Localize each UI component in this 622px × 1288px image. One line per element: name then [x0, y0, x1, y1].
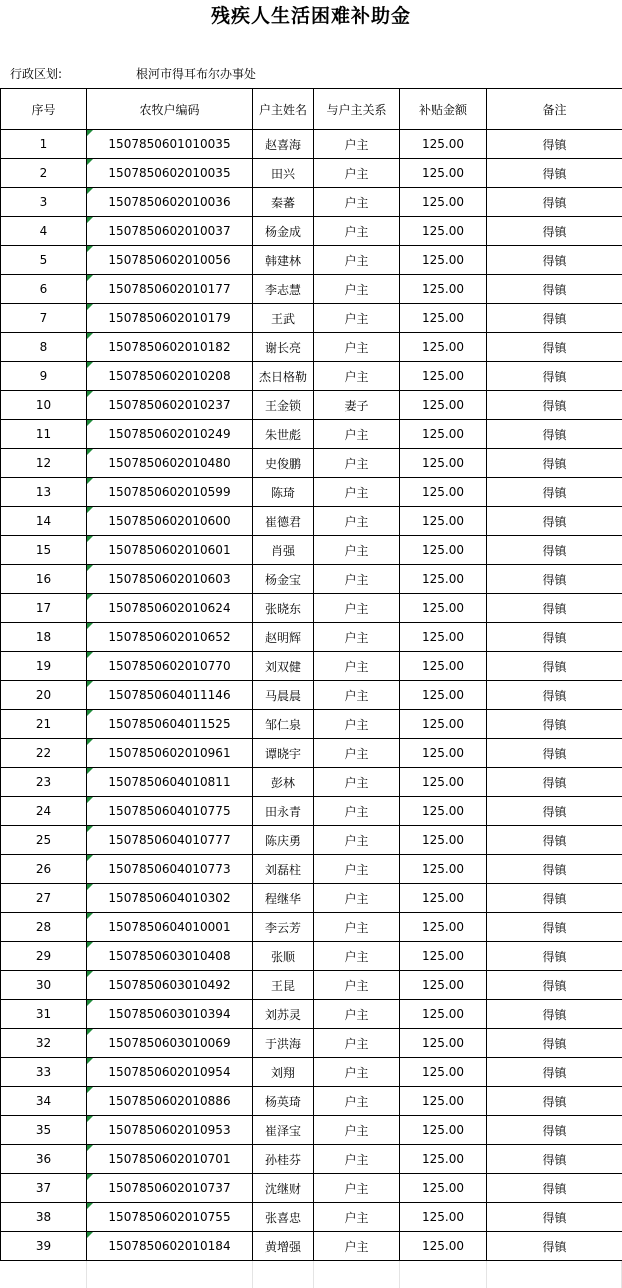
table-row: [1, 420, 622, 449]
householder-name-cell[interactable]: 刘翔: [253, 1058, 314, 1087]
table-row: [1, 1145, 622, 1174]
row-index-cell[interactable]: 33: [1, 1058, 87, 1087]
household-code-cell[interactable]: 1507850602010603: [87, 565, 253, 594]
table-row: [1, 594, 622, 623]
householder-name-cell[interactable]: 王昆: [253, 971, 314, 1000]
remark-cell[interactable]: 得镇: [487, 246, 622, 275]
remark-cell[interactable]: 得镇: [487, 478, 622, 507]
household-code-cell[interactable]: 1507850604010773: [87, 855, 253, 884]
row-index-cell[interactable]: 25: [1, 826, 87, 855]
region-label: 行政区划:: [10, 67, 63, 81]
table-row: [1, 1000, 622, 1029]
amount-cell[interactable]: 125.00: [400, 710, 487, 739]
amount-cell[interactable]: 125.00: [400, 1232, 487, 1261]
remark-cell[interactable]: 得镇: [487, 942, 622, 971]
table-row: [1, 913, 622, 942]
region-value: 根河市得耳布尔办事处: [136, 67, 257, 81]
relation-cell[interactable]: 户主: [314, 536, 400, 565]
row-index-cell[interactable]: 34: [1, 1087, 87, 1116]
remark-cell[interactable]: 得镇: [487, 884, 622, 913]
table-row: [1, 1232, 622, 1261]
remark-cell[interactable]: 得镇: [487, 507, 622, 536]
household-code-cell[interactable]: 1507850602010177: [87, 275, 253, 304]
table-row: [1, 1058, 622, 1087]
row-index-cell[interactable]: 23: [1, 768, 87, 797]
relation-cell[interactable]: 户主: [314, 797, 400, 826]
remark-cell[interactable]: 得镇: [487, 362, 622, 391]
household-code-cell[interactable]: 1507850602010037: [87, 217, 253, 246]
relation-cell[interactable]: 户主: [314, 855, 400, 884]
relation-cell[interactable]: 户主: [314, 449, 400, 478]
remark-cell[interactable]: 得镇: [487, 1116, 622, 1145]
household-code-cell[interactable]: 1507850602010953: [87, 1116, 253, 1145]
row-index-cell[interactable]: 10: [1, 391, 87, 420]
household-code-cell[interactable]: 1507850603010069: [87, 1029, 253, 1058]
column-header[interactable]: 户主姓名: [253, 89, 314, 130]
amount-cell[interactable]: 125.00: [400, 507, 487, 536]
household-code-cell[interactable]: 1507850602010755: [87, 1203, 253, 1232]
householder-name-cell[interactable]: 张晓东: [253, 594, 314, 623]
relation-cell[interactable]: 户主: [314, 710, 400, 739]
remark-cell[interactable]: 得镇: [487, 913, 622, 942]
relation-cell[interactable]: 户主: [314, 362, 400, 391]
household-code-cell[interactable]: 1507850602010600: [87, 507, 253, 536]
amount-cell[interactable]: 125.00: [400, 565, 487, 594]
row-index-cell[interactable]: 5: [1, 246, 87, 275]
householder-name-cell[interactable]: 王武: [253, 304, 314, 333]
remark-cell[interactable]: 得镇: [487, 188, 622, 217]
amount-cell[interactable]: 125.00: [400, 304, 487, 333]
relation-cell[interactable]: 户主: [314, 768, 400, 797]
row-index-cell[interactable]: 7: [1, 304, 87, 333]
table-row: [1, 1029, 622, 1058]
table-row: [1, 507, 622, 536]
householder-name-cell[interactable]: 崔德君: [253, 507, 314, 536]
household-code-cell[interactable]: 1507850604010302: [87, 884, 253, 913]
table-row: [1, 246, 622, 275]
relation-cell[interactable]: 户主: [314, 623, 400, 652]
householder-name-cell[interactable]: 陈琦: [253, 478, 314, 507]
householder-name-cell[interactable]: 田永青: [253, 797, 314, 826]
householder-name-cell[interactable]: 杨英琦: [253, 1087, 314, 1116]
householder-name-cell[interactable]: 张顺: [253, 942, 314, 971]
table-row: [1, 623, 622, 652]
remark-cell[interactable]: 得镇: [487, 304, 622, 333]
relation-cell[interactable]: 户主: [314, 304, 400, 333]
table-row: [1, 971, 622, 1000]
householder-name-cell[interactable]: 邹仁泉: [253, 710, 314, 739]
relation-cell[interactable]: 户主: [314, 1232, 400, 1261]
row-index-cell[interactable]: 31: [1, 1000, 87, 1029]
remark-cell[interactable]: 得镇: [487, 971, 622, 1000]
householder-name-cell[interactable]: 王金锁: [253, 391, 314, 420]
remark-cell[interactable]: 得镇: [487, 739, 622, 768]
remark-cell[interactable]: 得镇: [487, 130, 622, 159]
household-code-cell[interactable]: 1507850602010737: [87, 1174, 253, 1203]
relation-cell[interactable]: 户主: [314, 971, 400, 1000]
amount-cell[interactable]: 125.00: [400, 217, 487, 246]
householder-name-cell[interactable]: 于洪海: [253, 1029, 314, 1058]
row-index-cell[interactable]: 37: [1, 1174, 87, 1203]
household-code-cell[interactable]: 1507850602010208: [87, 362, 253, 391]
amount-cell[interactable]: 125.00: [400, 768, 487, 797]
householder-name-cell[interactable]: 杰日格勒: [253, 362, 314, 391]
amount-cell[interactable]: 125.00: [400, 942, 487, 971]
remark-cell[interactable]: 得镇: [487, 449, 622, 478]
remark-cell[interactable]: 得镇: [487, 681, 622, 710]
grid-row-blank: [0, 30, 622, 61]
household-code-cell[interactable]: 1507850602010056: [87, 246, 253, 275]
grid-row-region: [0, 60, 622, 89]
householder-name-cell[interactable]: 赵喜海: [253, 130, 314, 159]
relation-cell[interactable]: 户主: [314, 594, 400, 623]
amount-cell[interactable]: 125.00: [400, 188, 487, 217]
relation-cell[interactable]: 户主: [314, 275, 400, 304]
remark-cell[interactable]: 得镇: [487, 159, 622, 188]
householder-name-cell[interactable]: 杨金成: [253, 217, 314, 246]
householder-name-cell[interactable]: 李云芳: [253, 913, 314, 942]
relation-cell[interactable]: 户主: [314, 1116, 400, 1145]
householder-name-cell[interactable]: 肖强: [253, 536, 314, 565]
amount-cell[interactable]: 125.00: [400, 246, 487, 275]
table-row: [1, 217, 622, 246]
relation-cell[interactable]: 户主: [314, 420, 400, 449]
householder-name-cell[interactable]: 孙桂芬: [253, 1145, 314, 1174]
table-row: [1, 739, 622, 768]
household-code-cell[interactable]: 1507850602010599: [87, 478, 253, 507]
remark-cell[interactable]: 得镇: [487, 594, 622, 623]
row-index-cell[interactable]: 27: [1, 884, 87, 913]
table-row: [1, 478, 622, 507]
row-index-cell[interactable]: 19: [1, 652, 87, 681]
household-code-cell[interactable]: 1507850602010954: [87, 1058, 253, 1087]
household-code-cell[interactable]: 1507850604010811: [87, 768, 253, 797]
remark-cell[interactable]: 得镇: [487, 1232, 622, 1261]
table-row: [1, 768, 622, 797]
householder-name-cell[interactable]: 史俊鹏: [253, 449, 314, 478]
row-index-cell[interactable]: 6: [1, 275, 87, 304]
row-index-cell[interactable]: 21: [1, 710, 87, 739]
amount-cell[interactable]: 125.00: [400, 391, 487, 420]
row-index-cell[interactable]: 26: [1, 855, 87, 884]
amount-cell[interactable]: 125.00: [400, 739, 487, 768]
row-index-cell[interactable]: 9: [1, 362, 87, 391]
household-code-cell[interactable]: 1507850603010492: [87, 971, 253, 1000]
remark-cell[interactable]: 得镇: [487, 1087, 622, 1116]
household-code-cell[interactable]: 1507850602010184: [87, 1232, 253, 1261]
household-code-cell[interactable]: 1507850602010182: [87, 333, 253, 362]
relation-cell[interactable]: 户主: [314, 217, 400, 246]
column-header[interactable]: 农牧户编码: [87, 89, 253, 130]
relation-cell[interactable]: 户主: [314, 884, 400, 913]
relation-cell[interactable]: 户主: [314, 130, 400, 159]
household-code-cell[interactable]: 1507850602010886: [87, 1087, 253, 1116]
relation-cell[interactable]: 户主: [314, 1203, 400, 1232]
row-index-cell[interactable]: 13: [1, 478, 87, 507]
row-index-cell[interactable]: 16: [1, 565, 87, 594]
household-code-cell[interactable]: 150785060101​0035: [87, 130, 253, 159]
householder-name-cell[interactable]: 刘苏灵: [253, 1000, 314, 1029]
household-code-cell[interactable]: 1507850602010601: [87, 536, 253, 565]
table-row: [1, 1203, 622, 1232]
amount-cell[interactable]: 125.00: [400, 652, 487, 681]
household-code-cell[interactable]: 1507850602010036: [87, 188, 253, 217]
row-index-cell[interactable]: 22: [1, 739, 87, 768]
householder-name-cell[interactable]: 马晨晨: [253, 681, 314, 710]
amount-cell[interactable]: 125.00: [400, 130, 487, 159]
table-row: [1, 275, 622, 304]
amount-cell[interactable]: 125.00: [400, 623, 487, 652]
row-index-cell[interactable]: 32: [1, 1029, 87, 1058]
amount-cell[interactable]: 125.00: [400, 797, 487, 826]
household-code-cell[interactable]: 1507850603010408: [87, 942, 253, 971]
relation-cell[interactable]: 户主: [314, 1000, 400, 1029]
household-code-cell[interactable]: 1507850604011146: [87, 681, 253, 710]
row-index-cell[interactable]: 3: [1, 188, 87, 217]
householder-name-cell[interactable]: 程继华: [253, 884, 314, 913]
householder-name-cell[interactable]: 彭林: [253, 768, 314, 797]
householder-name-cell[interactable]: 黄增强: [253, 1232, 314, 1261]
household-code-cell[interactable]: 1507850602010249: [87, 420, 253, 449]
household-code-cell[interactable]: 1507850604010775: [87, 797, 253, 826]
table-row: [1, 826, 622, 855]
row-index-cell[interactable]: 11: [1, 420, 87, 449]
relation-cell[interactable]: 户主: [314, 565, 400, 594]
household-code-cell[interactable]: 1507850602010701: [87, 1145, 253, 1174]
table-row: [1, 797, 622, 826]
relation-cell[interactable]: 户主: [314, 739, 400, 768]
amount-cell[interactable]: 125.00: [400, 1174, 487, 1203]
remark-cell[interactable]: 得镇: [487, 623, 622, 652]
amount-cell[interactable]: 125.00: [400, 449, 487, 478]
relation-cell[interactable]: 户主: [314, 188, 400, 217]
table-row: [1, 1174, 622, 1203]
row-index-cell[interactable]: 12: [1, 449, 87, 478]
remark-cell[interactable]: 得镇: [487, 391, 622, 420]
amount-cell[interactable]: 125.00: [400, 1087, 487, 1116]
relation-cell[interactable]: 户主: [314, 942, 400, 971]
householder-name-cell[interactable]: 田兴: [253, 159, 314, 188]
column-header[interactable]: 补贴金额: [400, 89, 487, 130]
household-code-cell[interactable]: 1507850604010001: [87, 913, 253, 942]
amount-cell[interactable]: 125.00: [400, 1145, 487, 1174]
remark-cell[interactable]: 得镇: [487, 275, 622, 304]
row-index-cell[interactable]: 35: [1, 1116, 87, 1145]
household-code-cell[interactable]: 1507850602010179: [87, 304, 253, 333]
remark-cell[interactable]: 得镇: [487, 1058, 622, 1087]
row-index-cell[interactable]: 24: [1, 797, 87, 826]
household-code-cell[interactable]: 1507850602010035: [87, 159, 253, 188]
row-index-cell[interactable]: 36: [1, 1145, 87, 1174]
relation-cell[interactable]: 户主: [314, 1058, 400, 1087]
table-row: [1, 681, 622, 710]
row-index-cell[interactable]: 18: [1, 623, 87, 652]
remark-cell[interactable]: 得镇: [487, 1000, 622, 1029]
column-header[interactable]: 备注: [487, 89, 622, 130]
table-row: [1, 159, 622, 188]
household-code-cell[interactable]: 1507850602010624: [87, 594, 253, 623]
householder-name-cell[interactable]: 崔泽宝: [253, 1116, 314, 1145]
row-index-cell[interactable]: 17: [1, 594, 87, 623]
amount-cell[interactable]: 125.00: [400, 594, 487, 623]
table-row: [1, 1116, 622, 1145]
table-row: [1, 1087, 622, 1116]
remark-cell[interactable]: 得镇: [487, 826, 622, 855]
remark-cell[interactable]: 得镇: [487, 1145, 622, 1174]
relation-cell[interactable]: 户主: [314, 478, 400, 507]
household-code-cell[interactable]: 1507850602010770: [87, 652, 253, 681]
householder-name-cell[interactable]: 张喜忠: [253, 1203, 314, 1232]
relation-cell[interactable]: 户主: [314, 159, 400, 188]
household-code-cell[interactable]: 1507850602010480: [87, 449, 253, 478]
grid-row-blank: [0, 1259, 622, 1288]
remark-cell[interactable]: 得镇: [487, 768, 622, 797]
relation-cell[interactable]: 户主: [314, 246, 400, 275]
row-index-cell[interactable]: 39: [1, 1232, 87, 1261]
relation-cell[interactable]: 户主: [314, 652, 400, 681]
remark-cell[interactable]: 得镇: [487, 652, 622, 681]
amount-cell[interactable]: 125.00: [400, 1029, 487, 1058]
table-row: [1, 710, 622, 739]
remark-cell[interactable]: 得镇: [487, 420, 622, 449]
remark-cell[interactable]: 得镇: [487, 797, 622, 826]
row-index-cell[interactable]: 30: [1, 971, 87, 1000]
household-code-cell[interactable]: 1507850604011525: [87, 710, 253, 739]
row-index-cell[interactable]: 4: [1, 217, 87, 246]
row-index-cell[interactable]: 2: [1, 159, 87, 188]
row-index-cell[interactable]: 15: [1, 536, 87, 565]
table-row: [1, 942, 622, 971]
row-index-cell[interactable]: 29: [1, 942, 87, 971]
relation-cell[interactable]: 户主: [314, 826, 400, 855]
household-code-cell[interactable]: 1507850604010777: [87, 826, 253, 855]
amount-cell[interactable]: 125.00: [400, 1058, 487, 1087]
table-row: [1, 449, 622, 478]
remark-cell[interactable]: 得镇: [487, 1029, 622, 1058]
remark-cell[interactable]: 得镇: [487, 565, 622, 594]
row-index-cell[interactable]: 8: [1, 333, 87, 362]
column-header[interactable]: 与户主关系: [314, 89, 400, 130]
relation-cell[interactable]: 户主: [314, 1145, 400, 1174]
amount-cell[interactable]: 125.00: [400, 536, 487, 565]
table-row: [1, 362, 622, 391]
table-row: [1, 884, 622, 913]
householder-name-cell[interactable]: 李志慧: [253, 275, 314, 304]
table-row: [1, 536, 622, 565]
householder-name-cell[interactable]: 沈继财: [253, 1174, 314, 1203]
subsidy-table: [0, 88, 622, 1261]
table-row: [1, 130, 622, 159]
remark-cell[interactable]: 得镇: [487, 710, 622, 739]
amount-cell[interactable]: 125.00: [400, 971, 487, 1000]
householder-name-cell[interactable]: 谭晓宇: [253, 739, 314, 768]
amount-cell[interactable]: 125.00: [400, 1116, 487, 1145]
remark-cell[interactable]: 得镇: [487, 536, 622, 565]
table-row: [1, 855, 622, 884]
householder-name-cell[interactable]: 秦蕃: [253, 188, 314, 217]
household-code-cell[interactable]: 1507850602010652: [87, 623, 253, 652]
amount-cell[interactable]: 125.00: [400, 362, 487, 391]
amount-cell[interactable]: 125.00: [400, 420, 487, 449]
amount-cell[interactable]: 125.00: [400, 681, 487, 710]
householder-name-cell[interactable]: 杨金宝: [253, 565, 314, 594]
remark-cell[interactable]: 得镇: [487, 855, 622, 884]
remark-cell[interactable]: 得镇: [487, 333, 622, 362]
row-index-cell[interactable]: 1: [1, 130, 87, 159]
remark-cell[interactable]: 得镇: [487, 217, 622, 246]
table-row: [1, 188, 622, 217]
sheet-title: 残疾人生活困难补助金: [0, 0, 622, 30]
household-code-cell[interactable]: 1507850602010237: [87, 391, 253, 420]
amount-cell[interactable]: 125.00: [400, 884, 487, 913]
amount-cell[interactable]: 125.00: [400, 1000, 487, 1029]
amount-cell[interactable]: 125.00: [400, 333, 487, 362]
table-row: [1, 565, 622, 594]
household-code-cell[interactable]: 1507850603010394: [87, 1000, 253, 1029]
householder-name-cell[interactable]: 陈庆勇: [253, 826, 314, 855]
remark-cell[interactable]: 得镇: [487, 1174, 622, 1203]
table-header-row: [1, 89, 622, 130]
household-code-cell[interactable]: 1507850602010961: [87, 739, 253, 768]
row-index-cell[interactable]: 14: [1, 507, 87, 536]
householder-name-cell[interactable]: 刘双健: [253, 652, 314, 681]
row-index-cell[interactable]: 38: [1, 1203, 87, 1232]
amount-cell[interactable]: 125.00: [400, 159, 487, 188]
amount-cell[interactable]: 125.00: [400, 913, 487, 942]
amount-cell[interactable]: 125.00: [400, 1203, 487, 1232]
householder-name-cell[interactable]: 谢长亮: [253, 333, 314, 362]
relation-cell[interactable]: 户主: [314, 1087, 400, 1116]
amount-cell[interactable]: 125.00: [400, 855, 487, 884]
table-row: [1, 391, 622, 420]
table-row: [1, 652, 622, 681]
amount-cell[interactable]: 125.00: [400, 275, 487, 304]
table-row: [1, 333, 622, 362]
table-row: [1, 304, 622, 333]
relation-cell[interactable]: 户主: [314, 681, 400, 710]
householder-name-cell[interactable]: 刘磊柱: [253, 855, 314, 884]
relation-cell[interactable]: 妻子: [314, 391, 400, 420]
amount-cell[interactable]: 125.00: [400, 478, 487, 507]
relation-cell[interactable]: 户主: [314, 1174, 400, 1203]
column-header[interactable]: 序号: [1, 89, 87, 130]
row-index-cell[interactable]: 20: [1, 681, 87, 710]
relation-cell[interactable]: 户主: [314, 913, 400, 942]
householder-name-cell[interactable]: 韩建林: [253, 246, 314, 275]
householder-name-cell[interactable]: 赵明辉: [253, 623, 314, 652]
relation-cell[interactable]: 户主: [314, 507, 400, 536]
relation-cell[interactable]: 户主: [314, 333, 400, 362]
remark-cell[interactable]: 得镇: [487, 1203, 622, 1232]
row-index-cell[interactable]: 28: [1, 913, 87, 942]
relation-cell[interactable]: 户主: [314, 1029, 400, 1058]
householder-name-cell[interactable]: 朱世彪: [253, 420, 314, 449]
amount-cell[interactable]: 125.00: [400, 826, 487, 855]
